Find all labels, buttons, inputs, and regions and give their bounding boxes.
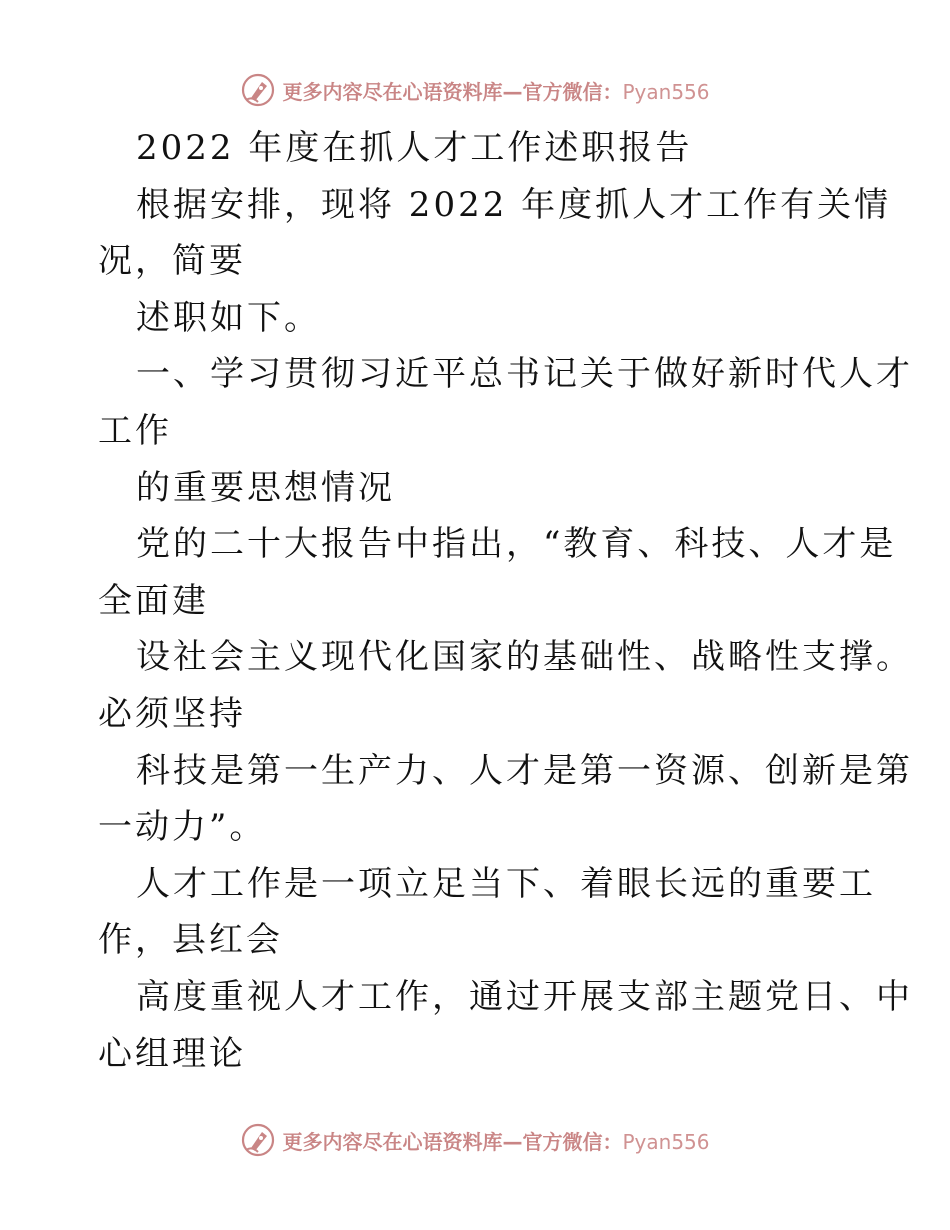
document-line: 作，县红会 xyxy=(98,920,283,961)
document-line: 工作 xyxy=(98,410,172,451)
watermark-text: 更多内容尽在心语资料库—官方微信：Pyan556 xyxy=(282,79,710,104)
pen-nib-logo-icon xyxy=(240,1122,276,1158)
document-line: 全面建 xyxy=(98,580,209,621)
document-line: 高度重视人才工作，通过开展支部主题党日、中 xyxy=(136,976,913,1017)
header-watermark-banner xyxy=(0,70,950,110)
watermark-text: 更多内容尽在心语资料库—官方微信：Pyan556 xyxy=(282,1129,710,1154)
footer-watermark-banner xyxy=(0,1120,950,1160)
document-line: 党的二十大报告中指出，“教育、科技、人才是 xyxy=(136,524,897,565)
document-line: 况，简要 xyxy=(98,241,246,282)
watermark-handle: Pyan556 xyxy=(622,79,710,104)
document-line: 述职如下。 xyxy=(136,297,321,338)
document-line: 必须坚持 xyxy=(98,693,246,734)
document-line: 的重要思想情况 xyxy=(136,467,395,508)
pen-nib-logo-icon xyxy=(240,72,276,108)
document-line: 一动力”。 xyxy=(98,807,267,848)
document-line: 人才工作是一项立足当下、着眼长远的重要工 xyxy=(136,863,876,904)
watermark-handle: Pyan556 xyxy=(622,1129,710,1154)
document-line: 设社会主义现代化国家的基础性、战略性支撑。 xyxy=(136,637,913,678)
watermark-group xyxy=(240,72,709,108)
document-line: 2022 年度在抓人才工作述职报告 xyxy=(136,128,693,168)
document-body xyxy=(98,120,913,1082)
watermark-group xyxy=(240,1122,709,1158)
document-line: 一、学习贯彻习近平总书记关于做好新时代人才 xyxy=(136,354,913,395)
document-line: 心组理论 xyxy=(98,1033,246,1074)
document-line: 根据安排，现将 2022 年度抓人才工作有关情 xyxy=(136,184,892,225)
document-line: 科技是第一生产力、人才是第一资源、创新是第 xyxy=(136,750,913,791)
